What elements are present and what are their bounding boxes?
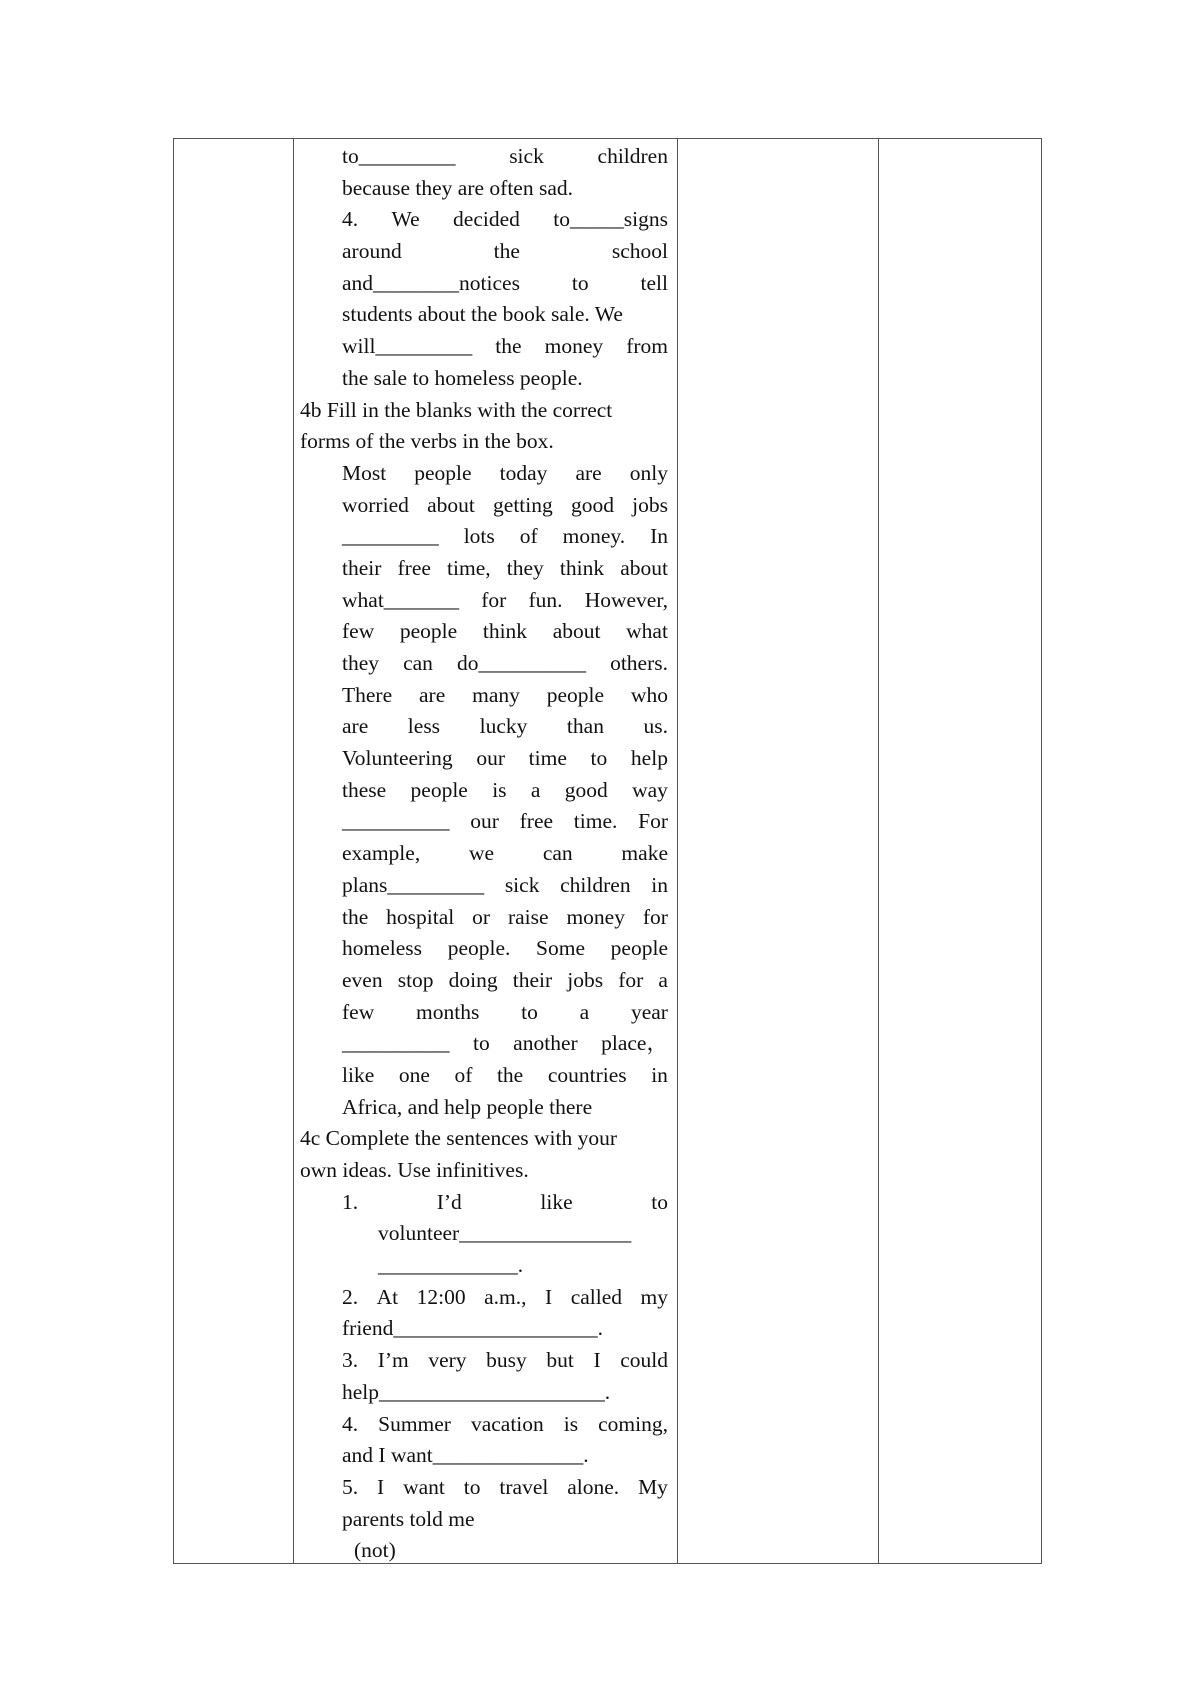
text-line <box>342 1313 668 1345</box>
text-word: their <box>342 555 382 580</box>
text-word: Summer <box>378 1411 451 1436</box>
text-word: are <box>575 460 602 485</box>
text-word: I <box>545 1284 553 1309</box>
text-word: coming, <box>598 1411 668 1436</box>
text-word: alone. <box>567 1474 620 1499</box>
text-line <box>342 585 668 617</box>
text-word: place， <box>601 1031 668 1056</box>
text-word: what <box>626 619 668 644</box>
text-line <box>378 1250 668 1282</box>
text-word: to <box>463 1474 481 1499</box>
text-word: to_________ <box>342 144 456 168</box>
text-word: want <box>403 1474 445 1499</box>
text-line <box>342 870 668 902</box>
text-line <box>342 997 668 1029</box>
text-word: year <box>630 999 668 1024</box>
text-word: good <box>570 492 614 517</box>
text-word: vacation <box>470 1411 544 1436</box>
text-word: others. <box>610 651 668 675</box>
text-word: our <box>476 746 505 771</box>
text-word: are <box>419 682 446 707</box>
text-line <box>342 616 668 648</box>
text-word: travel <box>499 1474 549 1499</box>
text-word: 4b Fill in the blanks with the correct <box>300 397 613 422</box>
text-line <box>342 1060 668 1092</box>
text-word: friend___________________. <box>342 1316 603 1341</box>
text-word: their <box>512 967 553 992</box>
text-word: but <box>546 1348 574 1373</box>
text-line <box>342 648 668 680</box>
text-line <box>342 490 668 522</box>
text-word: for <box>481 587 507 612</box>
column-divider-1 <box>293 138 294 1564</box>
text-line <box>342 965 668 997</box>
text-word: time <box>528 746 567 771</box>
text-line <box>342 363 668 395</box>
text-word: my <box>640 1284 668 1309</box>
text-line <box>342 1409 668 1441</box>
text-word: about <box>620 555 668 580</box>
text-line <box>342 1028 668 1060</box>
text-word: and________notices <box>342 270 520 295</box>
text-line <box>342 1504 668 1536</box>
text-word: tell <box>640 270 668 295</box>
text-word: to <box>521 999 538 1024</box>
text-word: My <box>638 1474 668 1499</box>
text-word: countries <box>547 1062 627 1087</box>
text-word: 12:00 <box>416 1284 466 1309</box>
text-word: time. <box>573 809 618 834</box>
text-word: example, <box>342 841 421 866</box>
text-word: sick <box>509 144 544 168</box>
text-line <box>342 331 668 363</box>
text-word: In <box>650 524 668 549</box>
text-word: think <box>559 555 605 580</box>
text-word: the sale to homeless people. <box>342 365 583 390</box>
text-word: for <box>618 967 644 992</box>
text-word: the <box>495 334 522 359</box>
text-word: many <box>472 682 520 707</box>
text-line <box>342 1187 668 1219</box>
text-word: 2. <box>342 1284 359 1309</box>
text-line <box>342 775 668 807</box>
text-word: hospital <box>386 904 455 929</box>
text-word: of <box>454 1062 473 1087</box>
text-word: We <box>391 207 420 232</box>
text-word: another <box>513 1031 578 1056</box>
text-line <box>300 1155 668 1187</box>
text-word: one <box>398 1062 430 1087</box>
text-word: However, <box>584 587 668 612</box>
text-line <box>342 1092 668 1124</box>
text-word: even <box>342 967 383 992</box>
text-line <box>342 299 668 331</box>
text-word: people <box>610 936 668 961</box>
text-word: time, <box>447 555 491 580</box>
text-word: free <box>397 555 431 580</box>
text-line <box>342 711 668 743</box>
text-line <box>300 395 668 427</box>
text-word: I’m <box>377 1348 409 1373</box>
text-word: doing <box>448 967 498 992</box>
text-word: we <box>468 841 495 866</box>
text-line <box>342 458 668 490</box>
text-line <box>342 680 668 712</box>
text-line <box>342 838 668 870</box>
text-word: about <box>552 619 601 644</box>
text-word: _____________. <box>378 1253 524 1278</box>
text-line <box>342 553 668 585</box>
text-line <box>342 141 668 173</box>
text-word: people <box>414 460 472 485</box>
text-line <box>342 1440 668 1472</box>
text-word: children <box>597 144 668 168</box>
text-word: I <box>593 1348 601 1373</box>
text-word: to <box>590 746 608 771</box>
text-line <box>342 1377 668 1409</box>
column-divider-3 <box>878 138 879 1564</box>
text-line <box>354 1535 668 1567</box>
text-word: sick <box>504 872 540 897</box>
text-word: what_______ <box>342 587 460 612</box>
text-word: for <box>642 904 668 929</box>
text-word: they <box>506 555 544 580</box>
text-word: make <box>621 841 668 866</box>
text-line <box>300 1123 668 1155</box>
text-line <box>342 1345 668 1377</box>
text-word: a <box>579 999 590 1024</box>
text-word: money. <box>562 524 626 549</box>
text-word: these <box>342 777 387 802</box>
exercise-text-column <box>300 141 668 1567</box>
text-word: than <box>566 714 604 739</box>
text-word: of <box>519 524 538 549</box>
text-word: money <box>544 334 604 359</box>
text-word: few <box>342 999 375 1024</box>
text-line <box>342 806 668 838</box>
text-line <box>342 1282 668 1314</box>
text-word: like <box>540 1189 573 1214</box>
text-word: Most <box>342 460 387 485</box>
text-word: students about the book sale. We <box>342 302 623 327</box>
text-word: 4. <box>342 207 359 232</box>
text-word: and I want______________. <box>342 1443 589 1468</box>
text-word: in <box>651 872 668 897</box>
column-divider-2 <box>677 138 678 1564</box>
text-word: to <box>651 1189 668 1214</box>
text-word: about <box>427 492 475 517</box>
text-line <box>342 521 668 553</box>
text-word: are <box>342 714 369 739</box>
text-word: to_____signs <box>553 207 668 232</box>
text-word: very <box>428 1348 467 1373</box>
text-word: or <box>472 904 491 929</box>
text-word: children <box>560 872 631 897</box>
text-word: could <box>620 1348 668 1373</box>
text-line <box>342 902 668 934</box>
text-word: they <box>342 651 380 675</box>
text-word: the <box>493 239 520 264</box>
text-word: forms of the verbs in the box. <box>300 429 554 454</box>
text-line <box>342 204 668 236</box>
text-line <box>342 236 668 268</box>
text-word: free <box>519 809 554 834</box>
text-word: in <box>651 1062 668 1087</box>
text-word: help_____________________. <box>342 1379 611 1404</box>
text-word: fun. <box>528 587 563 612</box>
text-line <box>342 743 668 775</box>
text-word: less <box>407 714 441 739</box>
text-word: 1. <box>342 1189 359 1214</box>
text-word: 5. <box>342 1474 359 1499</box>
text-word: (not) <box>354 1538 396 1563</box>
text-word: way <box>632 777 668 802</box>
text-word: people <box>546 682 605 707</box>
text-word: Africa, and help people there <box>342 1094 593 1119</box>
text-word: us. <box>643 714 668 739</box>
text-word: the <box>496 1062 524 1087</box>
text-word: months <box>416 999 480 1024</box>
text-word: Volunteering <box>342 746 453 771</box>
text-word: getting <box>493 492 553 517</box>
text-word: volunteer________________ <box>378 1221 632 1246</box>
text-word: 4. <box>342 1411 359 1436</box>
text-line <box>378 1218 668 1250</box>
text-word: There <box>342 682 393 707</box>
text-word: I’d <box>436 1189 462 1214</box>
text-word: who <box>630 682 668 707</box>
text-word: busy <box>486 1348 527 1373</box>
text-word: I <box>377 1474 385 1499</box>
text-word: plans_________ <box>342 872 485 897</box>
text-word: a <box>530 777 541 802</box>
text-word: people <box>399 619 458 644</box>
text-word: a.m., <box>484 1284 527 1309</box>
text-word: own ideas. Use infinitives. <box>300 1158 529 1182</box>
text-word: will_________ <box>342 334 473 359</box>
text-word: only <box>629 460 668 485</box>
text-word: homeless <box>342 936 423 961</box>
text-word: to <box>571 270 589 295</box>
text-word: people <box>410 777 468 802</box>
text-word: is <box>563 1411 579 1436</box>
text-word: a <box>658 967 668 992</box>
text-word: our <box>470 809 499 834</box>
text-line <box>342 933 668 965</box>
text-word: can <box>542 841 573 866</box>
text-word: to <box>472 1031 490 1056</box>
text-word: jobs <box>567 967 604 992</box>
text-word: people. <box>447 936 511 961</box>
text-word: think <box>482 619 528 644</box>
text-line <box>342 268 668 300</box>
text-word: can <box>403 651 433 675</box>
text-word: worried <box>342 492 409 517</box>
text-word: do__________ <box>457 651 586 675</box>
text-word: help <box>630 746 668 771</box>
text-line <box>342 173 668 205</box>
text-word: money <box>566 904 625 929</box>
text-word: good <box>564 777 608 802</box>
text-word: parents told me <box>342 1506 475 1531</box>
text-word: lots <box>463 524 495 549</box>
text-word: today <box>499 460 548 485</box>
text-word: stop <box>397 967 434 992</box>
text-word: _________ <box>342 524 439 549</box>
text-word: from <box>626 334 668 359</box>
text-word: raise <box>507 904 549 929</box>
text-word: jobs <box>632 492 668 517</box>
text-word: At <box>376 1284 399 1309</box>
text-word: Some <box>536 936 586 961</box>
text-word: because they are often sad. <box>342 175 574 200</box>
text-line <box>342 1472 668 1504</box>
text-word: 3. <box>342 1348 359 1373</box>
text-word: around <box>342 239 402 264</box>
text-word: the <box>342 904 369 929</box>
text-word: lucky <box>479 714 528 739</box>
text-word: school <box>611 239 668 264</box>
text-word: like <box>342 1062 375 1087</box>
text-word: 4c Complete the sentences with your <box>300 1126 618 1151</box>
text-line <box>300 426 668 458</box>
text-word: __________ <box>342 809 450 834</box>
text-word: is <box>492 777 507 802</box>
text-word: decided <box>453 207 520 232</box>
text-word: __________ <box>342 1031 450 1056</box>
text-word: called <box>570 1284 623 1309</box>
text-word: few <box>342 619 375 644</box>
text-word: For <box>638 809 668 834</box>
